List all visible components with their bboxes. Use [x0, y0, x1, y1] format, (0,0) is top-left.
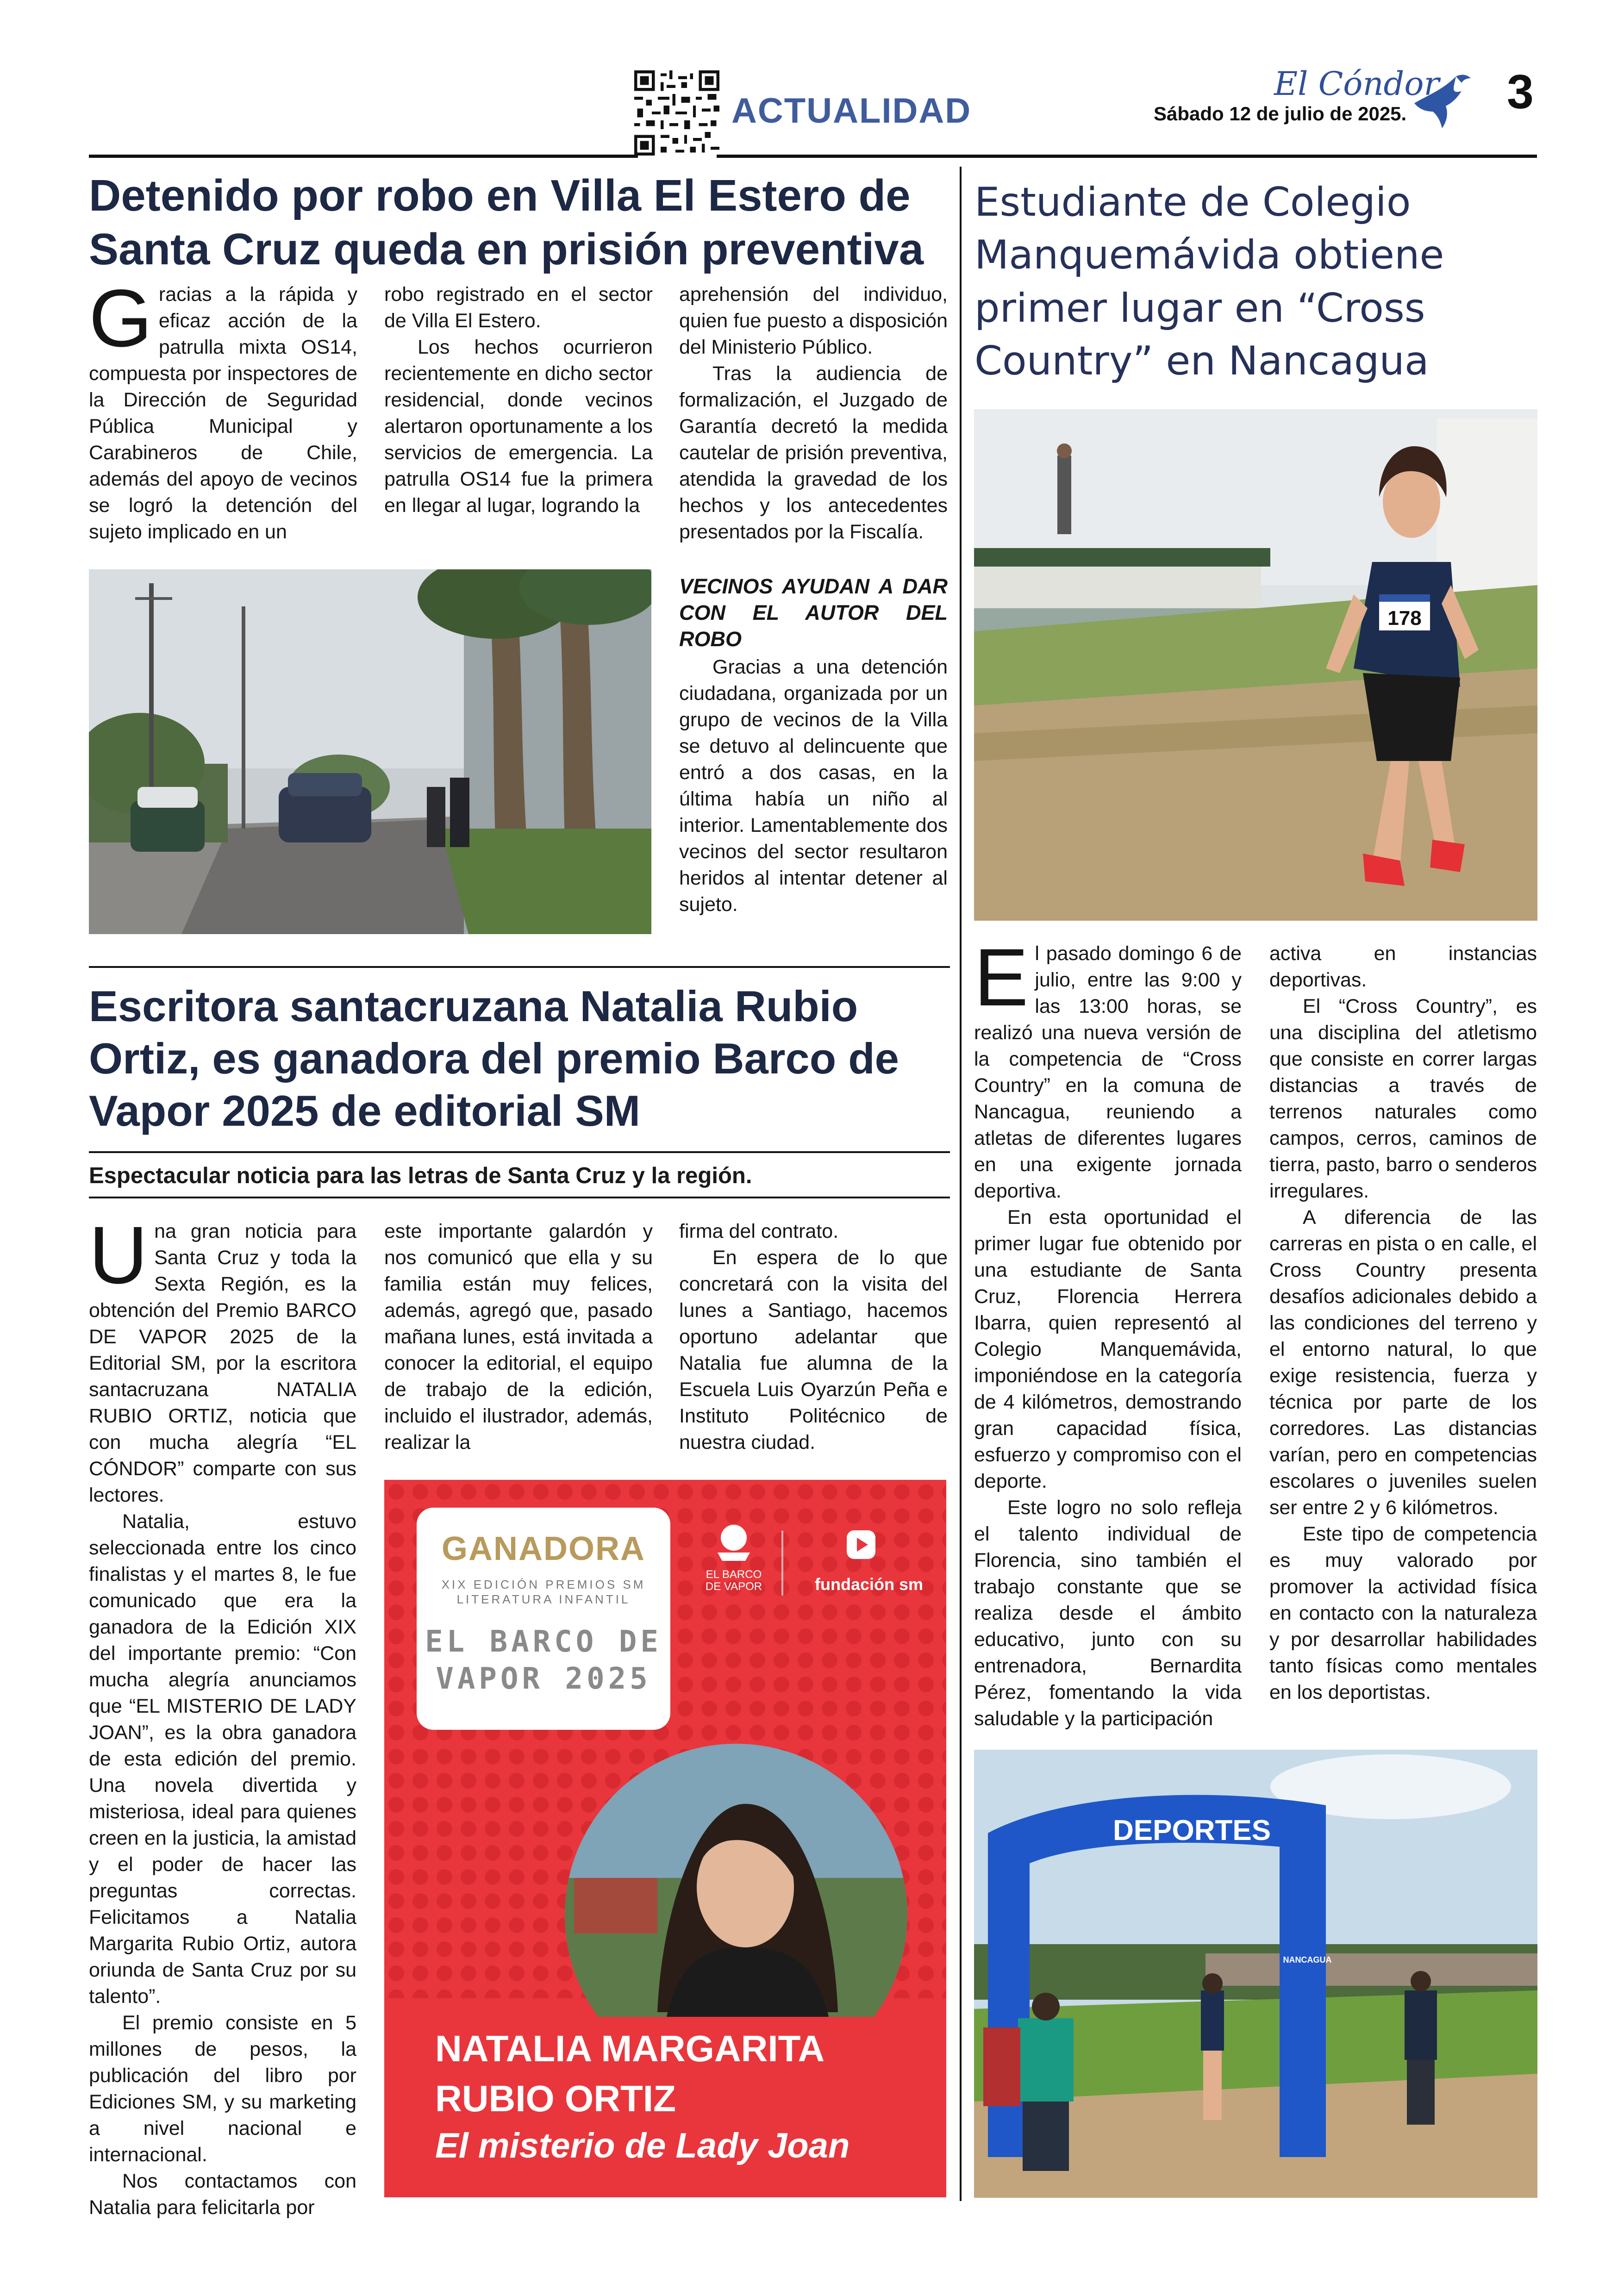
escritora-col3-paragraph-1: firma del contrato. — [679, 1220, 839, 1242]
street-photo — [89, 569, 651, 934]
award-ganadora: GANADORA — [442, 1530, 645, 1567]
cross-column-2 — [1269, 941, 1537, 1706]
escritora-column-3 — [679, 1218, 948, 1456]
article-separator — [89, 966, 950, 968]
cross-col2-paragraph-4: Este tipo de competencia es muy valorado por promover la actividad física en contacto con la naturaleza y por desarrollar habilidades tanto físicas como mentales en los deportistas. — [1269, 1523, 1537, 1703]
award-card — [417, 1508, 670, 1730]
award-book-title: El misterio de Lady Joan — [435, 2126, 850, 2165]
escritora-headline: Escritora santacruzana Natalia Rubio Ortiz, es ganadora del premio Barco de Vapor 2025 de editorial SM — [89, 982, 899, 1135]
robo-column-1 — [89, 273, 357, 545]
masthead-rule-left — [89, 155, 638, 158]
robo-kicker: VECINOS AYUDAN A DAR CON EL AUTOR DEL ROBO — [679, 574, 948, 651]
logo-divider — [781, 1531, 783, 1596]
barco-logo-text: EL BARCO DE VAPOR — [705, 1568, 762, 1593]
arch-side-text: NANCAGUA — [1283, 1955, 1332, 1964]
drop-cap: U — [89, 1210, 148, 1301]
escritora-column-2 — [384, 1218, 653, 1456]
escritora-col1-paragraph-2: Natalia, estuvo seleccionada entre los cinco finalistas y el martes 8, le fue comunicado que era la ganadora de la Edición XIX del importante premio: “Con mucha alegría anunciamos que “EL MISTERIO DE LADY JOAN”, es la obra ganadora de esta edición del premio. Una novela divertida y misteriosa, ideal para quienes creen en la justicia, la amistad y el poder de hacer las preguntas correctas. Felicitamos a Natalia Margarita Rubio Ortiz, autora oriunda de Santa Cruz por su talento”. — [89, 1510, 356, 2008]
subhead-rule-bottom — [89, 1197, 950, 1198]
robo-column-2 — [384, 281, 653, 519]
drop-cap: G — [89, 273, 152, 364]
escritora-col3-paragraph-2: En espera de lo que concretará con la visita del lunes a Santiago, hacemos oportuno adelantar que Natalia fue alumna de la Escuela Luis Oyarzún Peña e Instituto Politécnico de nuestra ciudad. — [679, 1247, 948, 1453]
cross-col2-paragraph-1: activa en instancias deportivas. — [1269, 942, 1537, 991]
robo-headline: Detenido por robo en Villa El Estero de Santa Cruz queda en prisión preventiva — [89, 171, 924, 274]
robo-col3-paragraph-1: aprehensión del individuo, quien fue puesto a disposición del Ministerio Público. — [679, 283, 948, 358]
escritora-col2-paragraph-1: este importante galardón y nos comunicó que ella y su familia están muy felices, además, agregó que, pasado mañana lunes, está invitada a conocer la editorial, el equipo de trabajo de la edición, incluido el ilustrador, además, realizar la — [384, 1220, 653, 1453]
escritora-col1-paragraph-4: Nos contactamos con Natalia para felicitarla por — [89, 2170, 356, 2219]
robo-col3-paragraph-3: Gracias a una detención ciudadana, organizada por un grupo de vecinos de la Villa se detuvo al delincuente que entró a dos casas, en la última había un niño al interior. Lamentablemente dos vecinos del sector resultaron heridos al intentar detener al sujeto. — [679, 656, 948, 916]
barco-logo-icon — [708, 1524, 759, 1565]
drop-cap: E — [974, 932, 1029, 1023]
award-author-name: NATALIA MARGARITA RUBIO ORTIZ — [435, 2028, 824, 2119]
finish-line-photo — [974, 1750, 1537, 2198]
robo-col3-paragraph-2: Tras la audiencia de formalización, el Juzgado de Garantía decretó la medida cautelar de prisión preventiva, atendida la gravedad de los hechos y los antecedentes presentados por la Fiscalía. — [679, 362, 948, 543]
award-prize-name: EL BARCO DE VAPOR 2025 — [425, 1625, 662, 1696]
cross-col1-paragraph-3: Este logro no solo refleja el talento individual de Florencia, sino también el trabajo constante que se realiza desde el ámbito educativo, junto con su entrenadora, Bernardita Pérez, fomentando la vida saludable y la participación — [974, 1497, 1242, 1730]
cross-headline: Estudiante de Colegio Manquemávida obtiene primer lugar en “Cross Country” en Nancagua — [974, 179, 1444, 385]
award-promo-image — [384, 1480, 946, 2197]
publication-date: Sábado 12 de julio de 2025. — [1154, 103, 1407, 125]
cross-column-1 — [974, 932, 1242, 1732]
qr-code — [634, 70, 719, 156]
fundacion-logo-text: fundación sm — [815, 1575, 924, 1594]
cross-col2-paragraph-2: El “Cross Country”, es una disciplina del atletismo que consiste en correr largas distancias a través de terrenos naturales como campos, cerros, caminos de tierra, pasto, barro o senderos irregulares. — [1269, 995, 1537, 1202]
escritora-subhead: Espectacular noticia para las letras de Santa Cruz y la región. — [89, 1163, 752, 1188]
subhead-rule-top — [89, 1151, 950, 1153]
escritora-col1-paragraph-1: na gran noticia para Santa Cruz y toda la Sexta Región, es la obtención del Premio BARCO DE VAPOR 2025 de la Editorial SM, por la escritora santacruzana NATALIA RUBIO ORTIZ, noticia que con mucha alegría “EL CÓNDOR” comparte con sus lectores. — [89, 1220, 356, 1506]
fundacion-logo-icon — [845, 1528, 877, 1561]
section-label: ACTUALIDAD — [731, 91, 972, 131]
publication-logo: El Cóndor — [1274, 65, 1439, 103]
robo-col2-paragraph-1: robo registrado en el sector de Villa El Estero. — [384, 283, 653, 332]
runner-photo — [974, 409, 1537, 921]
escritora-column-1 — [89, 1210, 356, 2221]
award-edition: XIX EDICIÓN PREMIOS SM LITERATURA INFANTIL — [441, 1578, 646, 1606]
page-number: 3 — [1507, 65, 1534, 119]
robo-col2-paragraph-2: Los hechos ocurrieron recientemente en dicho sector residencial, donde vecinos alertaron oportunamente a los servicios de emergencia. La patrulla OS14 fue la primera en llegar al lugar, logrando la — [384, 336, 653, 517]
condor-icon — [1410, 67, 1474, 132]
robo-column-3 — [679, 281, 948, 918]
column-divider — [960, 167, 962, 2201]
masthead-rule-right — [717, 155, 1537, 158]
author-portrait — [560, 1739, 912, 2017]
arch-brand-text: DEPORTES — [1113, 1815, 1271, 1846]
escritora-col1-paragraph-3: El premio consiste en 5 millones de pesos, la publicación del libro por Ediciones SM, y su marketing a nivel nacional e internacional. — [89, 2012, 356, 2166]
cross-col1-paragraph-1: l pasado domingo 6 de julio, entre las 9:00 y las 13:00 horas, se realizó una nueva versión de la competencia de “Cross Country” en la comuna de Nancagua, reuniendo a atletas de diferentes lugares en una exigente jornada deportiva. — [974, 942, 1242, 1202]
runner-bib-number: 178 — [1387, 607, 1422, 630]
cross-col1-paragraph-2: En esta oportunidad el primer lugar fue obtenido por una estudiante de Santa Cruz, Florencia Herrera Ibarra, quien representó al Colegio Manquemávida, imponiéndose en la categoría de 4 kilómetros, demostrando gran capacidad física, esfuerzo y compromiso con el deporte. — [974, 1206, 1242, 1492]
robo-col1-paragraph: racias a la rápida y eficaz acción de la patrulla mixta OS14, compuesta por inspectores de la Dirección de Seguridad Pública Municipal y Carabineros de Chile, además del apoyo de vecinos se logró la detención del sujeto implicado en un — [89, 283, 357, 543]
cross-col2-paragraph-3: A diferencia de las carreras en pista o en calle, el Cross Country presenta desafíos adicionales debido a las condiciones del terreno y el entorno natural, lo que exige resistencia, fuerza y técnica por parte de los corredores. Las distancias varían, pero en competencias escolares o juveniles suelen ser entre 2 y 6 kilómetros. — [1269, 1206, 1537, 1519]
